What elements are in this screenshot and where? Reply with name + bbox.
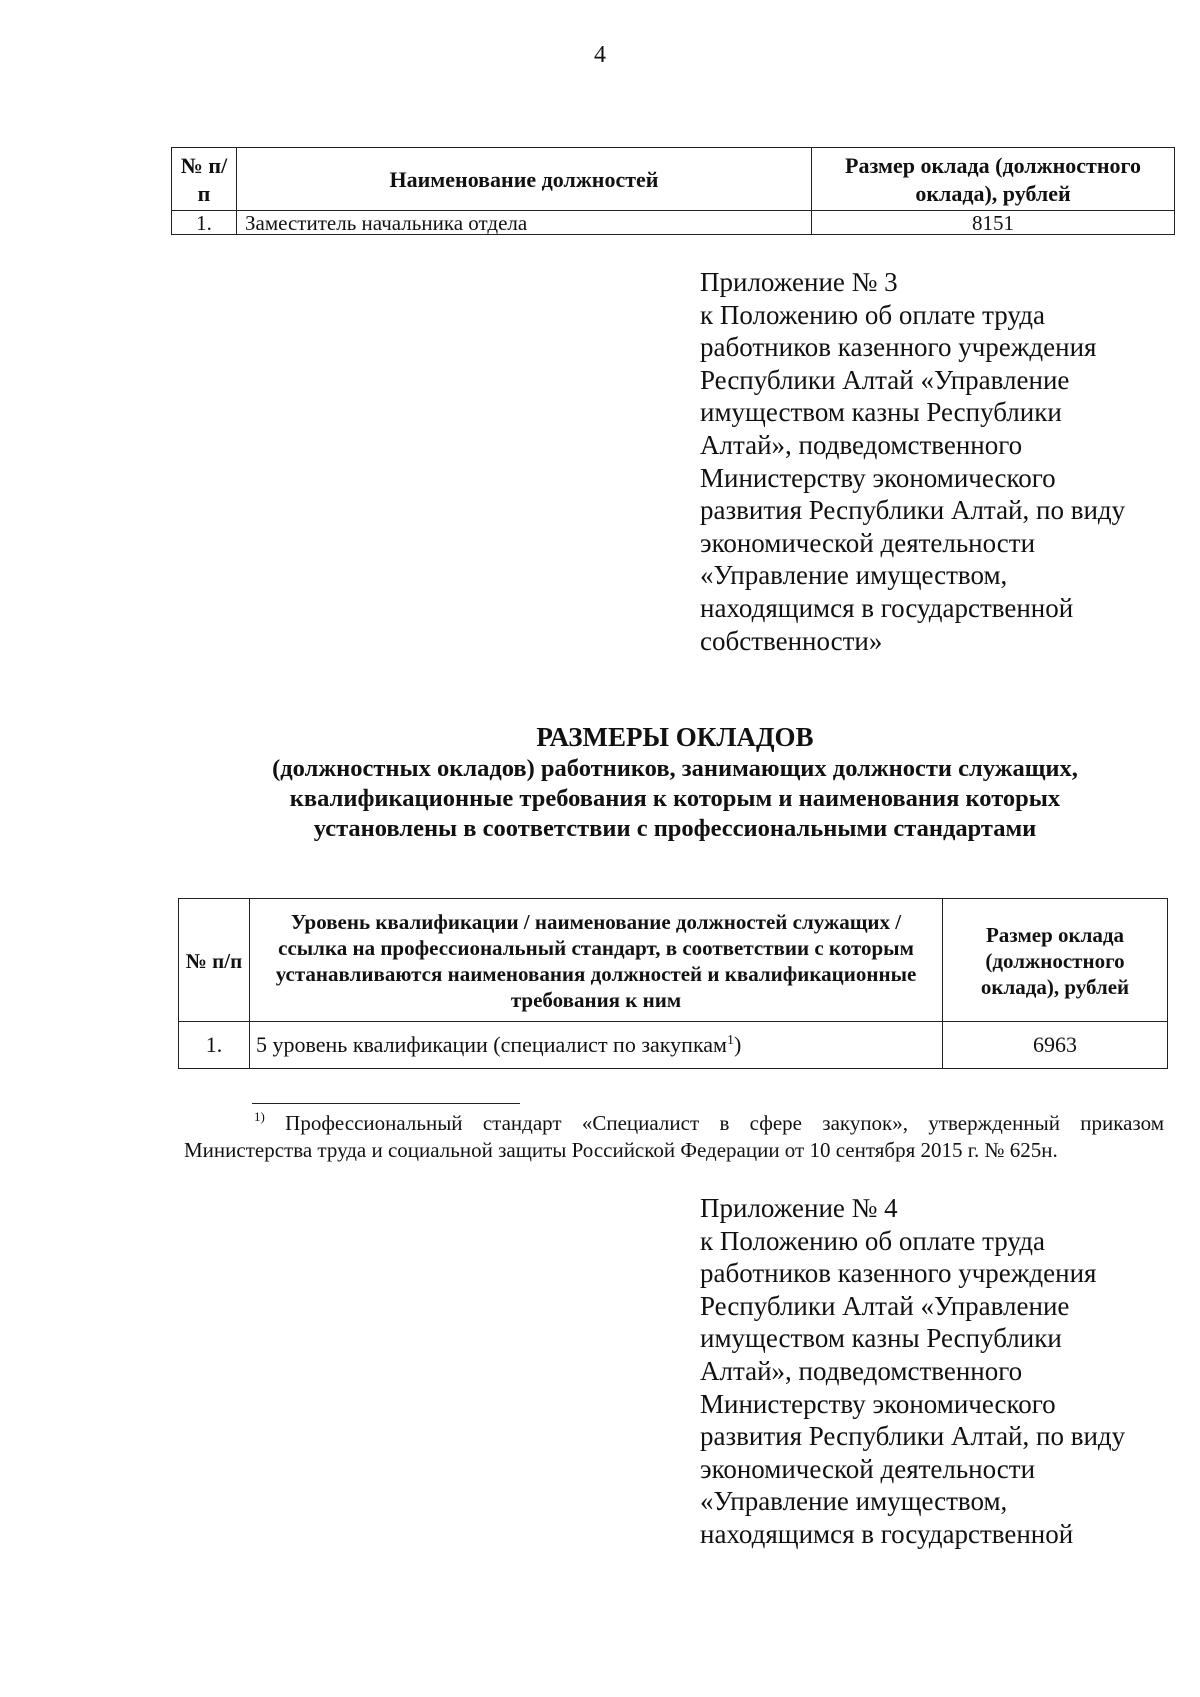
header-qualification: Уровень квалификации / наименование должностей служащих / ссылка на профессиональный стандарт, в соответствии с которым устанавливаются наименования должностей и квалификационные требования к ним: [250, 899, 943, 1022]
footnote-paragraph: [184, 1110, 1164, 1164]
table-row: [179, 1022, 1168, 1069]
footnote-text: Профессиональный стандарт «Специалист в сфере закупок», утвержденный приказом Министерства труда и социальной защиты Российской Федерации от 10 сентября 2015 г. № 625н.: [184, 1111, 1164, 1162]
header-number: № п/п: [172, 148, 237, 211]
appendix-line: к Положению об оплате труда: [700, 1225, 1045, 1256]
appendix-line: имуществом казны Республики: [700, 1323, 1062, 1354]
header-position-name: Наименование должностей: [237, 148, 812, 211]
header-salary: Размер оклада (должностного оклада), рублей: [943, 899, 1168, 1022]
appendix-line: собственности»: [700, 625, 883, 656]
appendix-line: «Управление имуществом,: [700, 1486, 1008, 1517]
appendix-line: имуществом казны Республики: [700, 397, 1062, 428]
appendix-line: развития Республики Алтай, по виду: [700, 495, 1126, 526]
appendix-line: находящимся в государственной: [700, 1518, 1074, 1549]
title-line: квалификационные требования к которым и наименования которых: [289, 785, 1061, 812]
document-title: [150, 720, 1200, 844]
appendix-line: Приложение № 3: [700, 267, 898, 297]
header-salary: Размер оклада (должностного оклада), рублей: [812, 148, 1175, 211]
appendix-line: Алтай», подведомственного: [700, 1355, 1023, 1386]
row-qualification: [250, 1022, 943, 1069]
appendix-4-header: [700, 1192, 1170, 1551]
appendix-line: экономической деятельности: [700, 1453, 1036, 1484]
table-header-row: [179, 899, 1168, 1022]
positions-salary-table: [171, 147, 1175, 235]
qualification-salary-table: [178, 898, 1168, 1069]
row-salary: 6963: [943, 1022, 1168, 1069]
row-salary: 8151: [812, 211, 1175, 235]
row-number: 1.: [179, 1022, 250, 1069]
footnote-divider: [252, 1103, 520, 1104]
appendix-line: к Положению об оплате труда: [700, 299, 1045, 330]
title-main: РАЗМЕРЫ ОКЛАДОВ: [536, 722, 814, 752]
appendix-line: развития Республики Алтай, по виду: [700, 1421, 1126, 1452]
table-header-row: [172, 148, 1175, 211]
appendix-line: Приложение № 4: [700, 1193, 898, 1223]
row-qualification-end: ): [733, 1032, 742, 1057]
appendix-line: Алтай», подведомственного: [700, 429, 1023, 460]
row-qualification-text: 5 уровень квалификации (специалист по закупкам: [256, 1032, 727, 1057]
header-number: № п/п: [179, 899, 250, 1022]
footnote-mark: 1): [254, 1109, 265, 1124]
appendix-line: работников казенного учреждения: [700, 332, 1097, 363]
page-number: 4: [594, 42, 606, 68]
title-line: (должностных окладов) работников, занимающих должности служащих,: [272, 755, 1078, 782]
appendix-line: «Управление имуществом,: [700, 560, 1008, 591]
row-number: 1.: [172, 211, 237, 235]
appendix-line: работников казенного учреждения: [700, 1258, 1097, 1289]
title-line: установлены в соответствии с профессиональными стандартами: [313, 815, 1037, 842]
appendix-line: находящимся в государственной: [700, 592, 1074, 623]
row-position-name: Заместитель начальника отдела: [237, 211, 812, 235]
appendix-line: Министерству экономического: [700, 462, 1056, 493]
appendix-line: экономической деятельности: [700, 527, 1036, 558]
appendix-3-header: [700, 266, 1170, 657]
footnote: [184, 1110, 1164, 1164]
footnote-reference: 1: [726, 1033, 734, 1048]
appendix-line: Республики Алтай «Управление: [700, 364, 1070, 395]
table-row: [172, 211, 1175, 235]
appendix-line: Республики Алтай «Управление: [700, 1290, 1070, 1321]
appendix-line: Министерству экономического: [700, 1388, 1056, 1419]
